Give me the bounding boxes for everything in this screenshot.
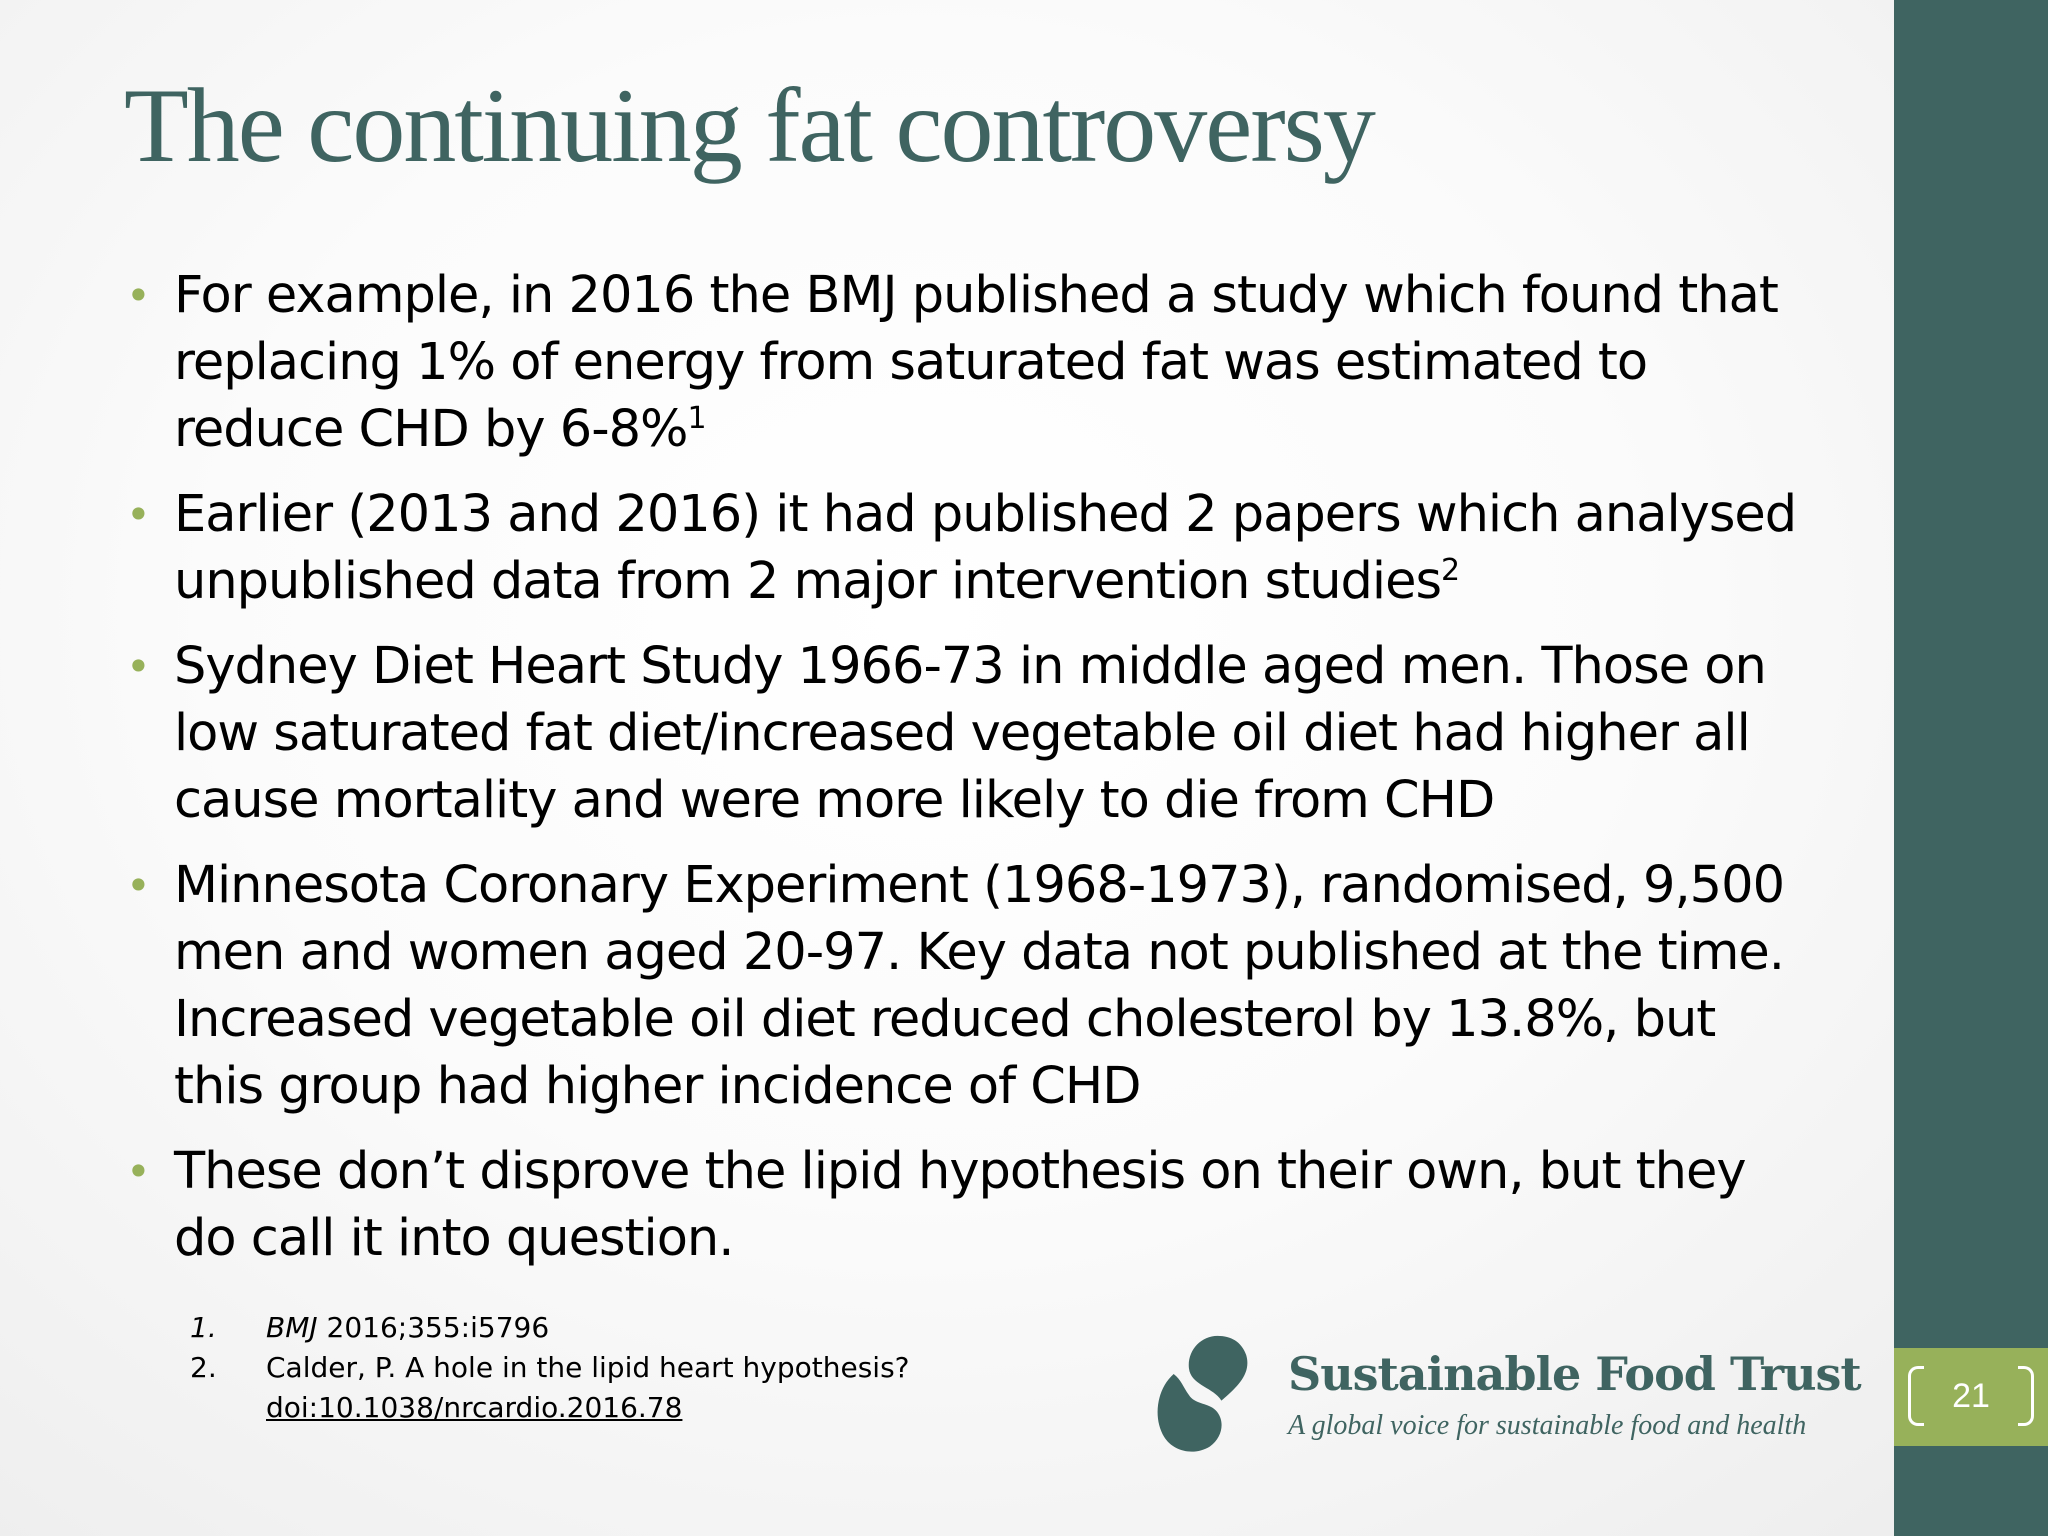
slide-title: The continuing fat controversy	[124, 67, 1374, 184]
bullet-icon: •	[126, 642, 150, 691]
reference-number: 2.	[190, 1351, 217, 1384]
bullet-item	[124, 481, 1804, 615]
bullet-icon: •	[126, 861, 150, 910]
reference-text: Calder, P. A hole in the lipid heart hypothesis?	[266, 1351, 910, 1384]
bullet-icon: •	[126, 1147, 150, 1196]
footnote-marker: 1	[687, 401, 706, 436]
bullet-item	[124, 633, 1804, 834]
bullet-text: These don’t disprove the lipid hypothesis on their own, but they do call it into question.	[174, 1142, 1746, 1268]
bullet-item	[124, 262, 1804, 463]
bullet-text: For example, in 2016 the BMJ published a study which found that replacing 1% of energy from saturated fat was estimated to reduce CHD by 6-8%	[174, 266, 1778, 459]
right-sidebar-bar	[1894, 0, 2048, 1536]
brand-name: Sustainable Food Trust	[1288, 1347, 1861, 1401]
reference-number: 1.	[190, 1311, 217, 1344]
right-bracket-icon	[2018, 1366, 2034, 1426]
bullet-item	[124, 1138, 1804, 1272]
reference-item	[186, 1308, 1086, 1348]
reference-doi-link[interactable]: doi:10.1038/nrcardio.2016.78	[266, 1391, 683, 1424]
page-number: 21	[1952, 1377, 1990, 1415]
bullet-list	[124, 262, 1804, 1290]
reference-list	[186, 1308, 1086, 1428]
bullet-icon: •	[126, 271, 150, 320]
bullet-text: Earlier (2013 and 2016) it had published 2 papers which analysed unpublished data from 2 major intervention studies	[174, 485, 1797, 611]
bullet-text: Sydney Diet Heart Study 1966-73 in middle aged men. Those on low saturated fat diet/increased vegetable oil diet had higher all cause mortality and were more likely to die from CHD	[174, 637, 1766, 830]
reference-text: 2016;355:i5796	[317, 1311, 550, 1344]
footnote-marker: 2	[1441, 553, 1460, 588]
reference-item	[186, 1348, 1086, 1428]
sft-leaf-logo-icon	[1150, 1332, 1266, 1456]
bullet-item	[124, 852, 1804, 1120]
reference-journal: BMJ	[266, 1311, 318, 1344]
brand-tagline: A global voice for sustainable food and health	[1288, 1410, 1807, 1441]
bullet-icon: •	[126, 490, 150, 539]
logo-upper-leaf	[1189, 1336, 1248, 1401]
page-number-box	[1894, 1348, 2048, 1446]
bullet-text: Minnesota Coronary Experiment (1968-1973), randomised, 9,500 men and women aged 20-97. Key data not published at the time. Increased vegetable oil diet reduced cholesterol by 13.8%, but this group had higher incidence of CHD	[174, 856, 1785, 1116]
